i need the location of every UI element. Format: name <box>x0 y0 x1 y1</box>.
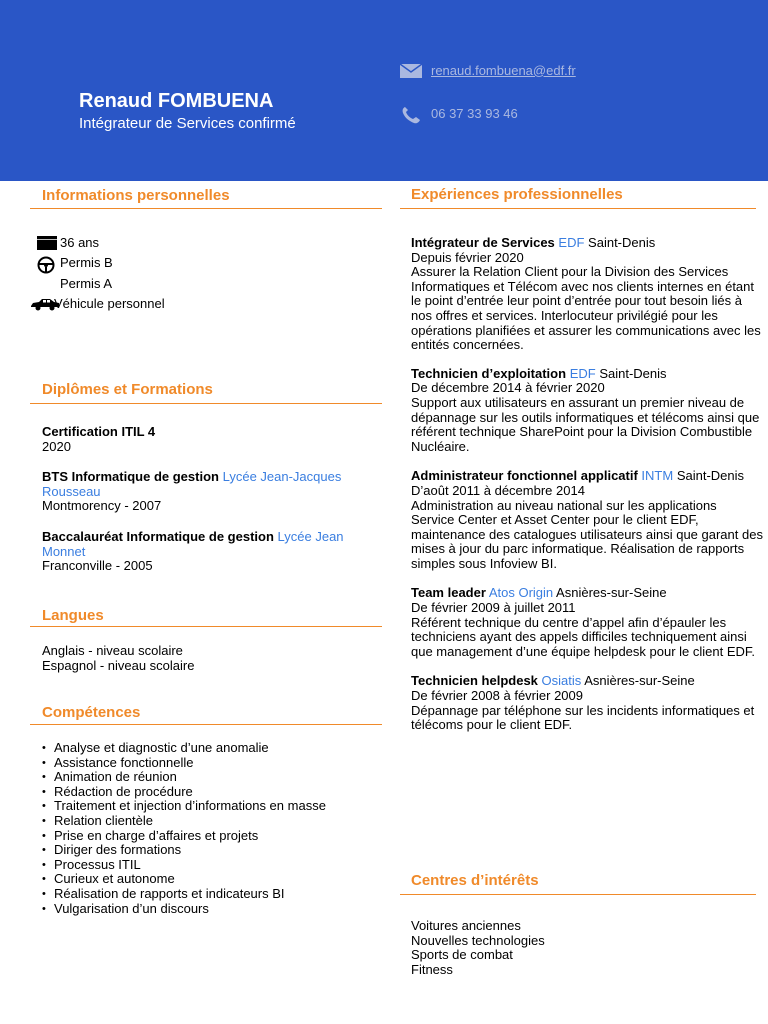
email-link[interactable]: renaud.fombuena@edf.fr <box>431 62 576 78</box>
contact-email <box>399 63 576 79</box>
degree-detail: Montmorency - 2007 <box>42 498 162 514</box>
job-location: Saint-Denis <box>599 365 667 381</box>
section-title-education: Diplômes et Formations <box>42 381 213 398</box>
job-dates: De février 2009 à juillet 2011 <box>411 600 576 616</box>
contact-phone <box>399 106 518 122</box>
list-item: Espagnol - niveau scolaire <box>42 657 195 673</box>
list-item: • Traitement et injection d’informations en masse <box>42 799 382 814</box>
job-role: Administrateur fonctionnel applicatif <box>411 468 638 484</box>
job-dates: Depuis février 2020 <box>411 249 524 265</box>
experience-entry <box>411 674 763 732</box>
company-name: INTM <box>641 468 674 484</box>
experience-entry <box>411 469 763 571</box>
job-role: Team leader <box>411 585 486 601</box>
list-item: • Assistance fonctionnelle <box>42 756 382 771</box>
job-description: Administration au niveau national sur les applications Service Center et Asset Center pour le client EDF, maintenance des catalogues utilisateurs ainsi que garant des mises à jour du parc informatique. Réalisation de rapports simples sous Infoview BI. <box>411 497 763 571</box>
list-item: Fitness <box>411 961 453 977</box>
job-description: Support aux utilisateurs en assurant un premier niveau de dépannage sur les outils informatiques et télécoms ainsi que référent technique SharePoint pour la Division Combustible Nucléaire. <box>411 394 760 454</box>
section-divider <box>30 208 382 209</box>
list-item: • Analyse et diagnostic d’une anomalie <box>42 741 382 756</box>
languages-list <box>42 644 382 673</box>
list-item <box>36 295 376 316</box>
degree-detail: Franconville - 2005 <box>42 558 153 574</box>
list-item: • Diriger des formations <box>42 843 382 858</box>
experience-entry <box>411 586 763 659</box>
section-divider <box>400 894 756 895</box>
degree-name: Certification ITIL 4 <box>42 424 156 439</box>
job-dates: De décembre 2014 à février 2020 <box>411 380 605 396</box>
job-dates: De février 2008 à février 2009 <box>411 688 583 704</box>
steering-wheel-icon <box>36 256 58 272</box>
personal-info-list <box>36 233 376 315</box>
list-item <box>42 425 382 454</box>
phone-number: 06 37 33 93 46 <box>431 105 518 121</box>
section-title-personal: Informations personnelles <box>42 187 230 204</box>
list-item: • Vulgarisation d’un discours <box>42 902 382 917</box>
list-item: • Animation de réunion <box>42 770 382 785</box>
experience-entry <box>411 236 763 353</box>
job-dates: D’août 2011 à décembre 2014 <box>411 482 585 498</box>
company-name: EDF <box>558 235 585 250</box>
section-title-skills: Compétences <box>42 704 141 721</box>
candidate-title: Intégrateur de Services confirmé <box>79 115 296 132</box>
job-role: Technicien d’exploitation <box>411 365 567 381</box>
job-description: Référent technique du centre d’appel afin d’épauler les techniciens ayant des appels difficiles techniquement ainsi que management d’une équipe helpdesk pour le client EDF. <box>411 614 756 659</box>
candidate-name: Renaud FOMBUENA <box>79 90 274 112</box>
list-item <box>36 254 376 275</box>
interests-list <box>411 919 751 977</box>
education-list <box>42 425 382 590</box>
experience-entry <box>411 367 763 455</box>
job-role: Intégrateur de Services <box>411 235 555 250</box>
license-a-text: Permis A <box>60 275 113 291</box>
section-title-interests: Centres d’intérêts <box>411 872 539 889</box>
list-item: • Rédaction de procédure <box>42 785 382 800</box>
experience-list <box>411 236 763 749</box>
section-divider <box>30 403 382 404</box>
list-item: • Curieux et autonome <box>42 872 382 887</box>
section-title-languages: Langues <box>42 607 104 624</box>
section-divider <box>30 724 382 725</box>
phone-icon <box>399 106 423 122</box>
degree-name: BTS Informatique de gestion <box>42 469 219 485</box>
degree-name: Baccalauréat Informatique de gestion <box>42 528 274 544</box>
list-item <box>36 274 376 295</box>
age-text: 36 ans <box>60 234 100 250</box>
job-description: Assurer la Relation Client pour la Division des Services Informatiques et Télécom avec nos clients internes en étant le point d’entrée leur point d’entrée pour tout besoin liés à nos offres et services. Interlocuteur privilégié pour les opérations planifiées et assurer les communications avec les entités concernées. <box>411 264 761 353</box>
list-item: Anglais - niveau scolaire <box>42 643 183 658</box>
list-item: • Réalisation de rapports et indicateurs BI <box>42 887 382 902</box>
job-role: Technicien helpdesk <box>411 673 538 689</box>
job-location: Asnières-sur-Seine <box>584 673 695 689</box>
skills-list <box>42 741 382 916</box>
list-item <box>42 530 382 574</box>
header-banner <box>0 0 768 181</box>
job-location: Asnières-sur-Seine <box>556 585 667 601</box>
list-item: Nouvelles technologies <box>411 932 545 948</box>
list-item: • Relation clientèle <box>42 814 382 829</box>
job-location: Saint-Denis <box>676 468 745 484</box>
section-title-experience: Expériences professionnelles <box>411 186 623 203</box>
job-location: Saint-Denis <box>588 235 656 250</box>
degree-detail: 2020 <box>42 438 71 454</box>
list-item: Sports de combat <box>411 947 513 963</box>
company-name: Osiatis <box>541 673 582 689</box>
school-name: Lycée Jean Monnet <box>42 528 344 559</box>
section-divider <box>400 208 756 209</box>
list-item <box>36 233 376 254</box>
list-item: • Processus ITIL <box>42 858 382 873</box>
calendar-icon <box>36 235 58 251</box>
job-description: Dépannage par téléphone sur les incidents informatiques et télécoms pour le client EDF. <box>411 702 755 733</box>
list-item: • Prise en charge d’affaires et projets <box>42 829 382 844</box>
vehicle-text: Véhicule personnel <box>54 296 165 312</box>
section-divider <box>30 626 382 627</box>
license-b-text: Permis B <box>60 255 113 271</box>
list-item: Voitures anciennes <box>411 918 521 933</box>
list-item <box>42 470 382 514</box>
company-name: EDF <box>569 365 596 381</box>
company-name: Atos Origin <box>488 585 554 601</box>
school-name: Lycée Jean-Jacques Rousseau <box>42 469 342 499</box>
envelope-icon <box>399 63 423 79</box>
